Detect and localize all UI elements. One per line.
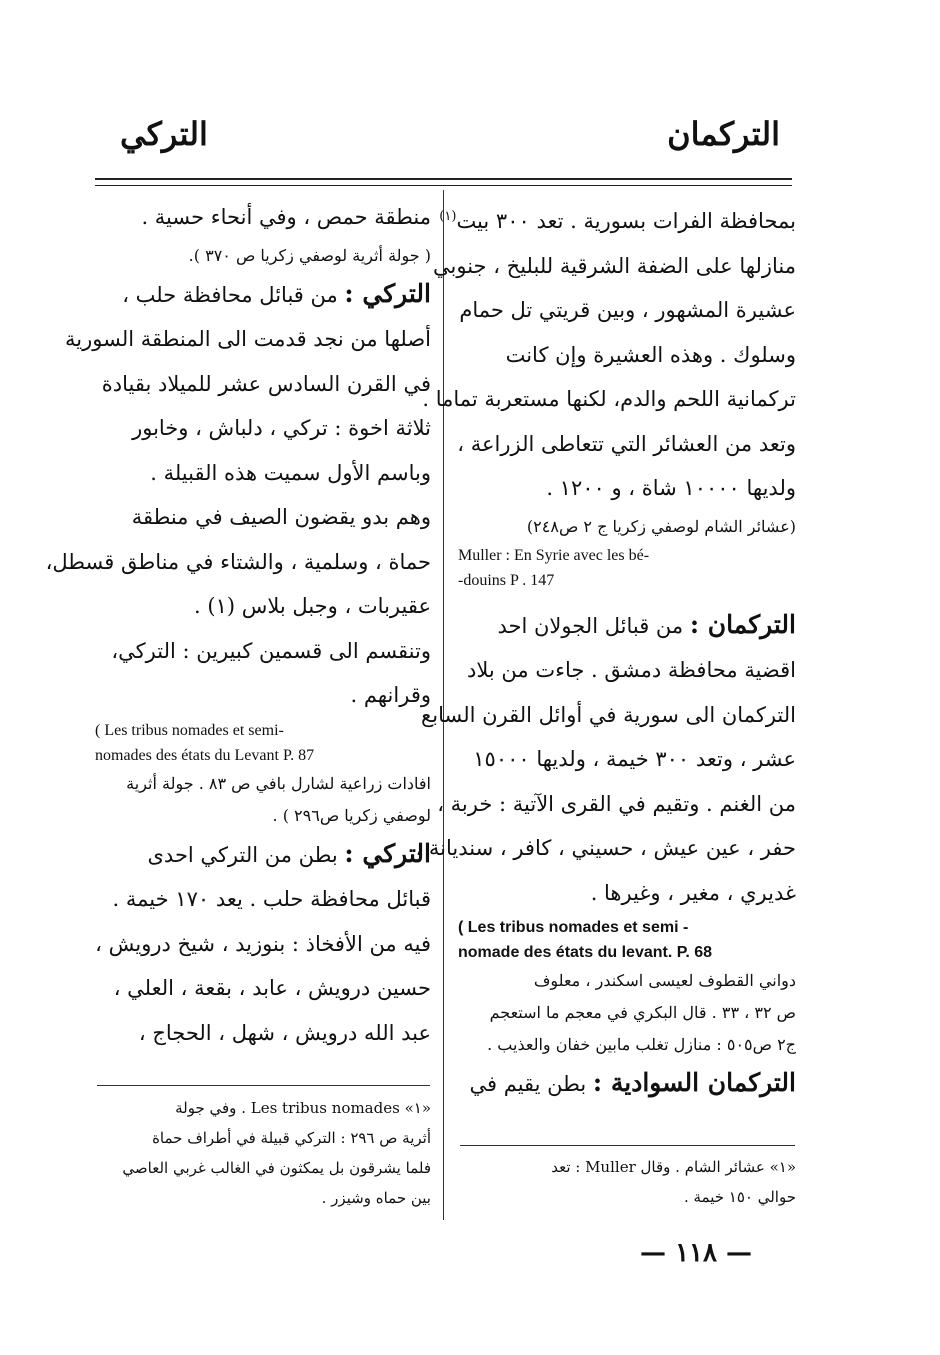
text-line: حماة ، وسلمية ، والشتاء في مناطق قسطل،: [45, 549, 431, 574]
text-line: وسلوك . وهذه العشيرة وإن كانت: [505, 342, 796, 367]
footnote-rule: [460, 1145, 795, 1146]
text-line: فيه من الأفخاذ : بنوزيد ، شيخ درويش ،: [95, 931, 431, 956]
text-line: تركمانية اللحم والدم، لكنها مستعربة تماما .: [422, 387, 796, 411]
text-line: عبد الله درويش ، شهل ، الحجاج ،: [138, 1020, 431, 1045]
citation: (عشائر الشام لوصفي زكريا ج ٢ ص٢٤٨): [526, 516, 796, 536]
footnote-right: [458, 1152, 796, 1212]
footnote-line: فلما يشرقون بل يمكثون في الغالب غربي العاصي: [122, 1159, 431, 1177]
header-rule-thin: [95, 185, 792, 186]
text-line: عشر ، وتعد ٣٠٠ خيمة ، ولديها ١٥٠٠٠: [473, 747, 796, 771]
running-header-left: التركي: [120, 115, 208, 153]
text-line: من الغنم . وتقيم في القرى الآتية : خربة ،: [437, 791, 796, 816]
right-column: [415, 195, 796, 1107]
citation: دواني القطوف لعيسى اسكندر ، معلوف: [533, 971, 796, 990]
text-line: بمحافظة الفرات بسورية . تعد ٣٠٠ بيت$^{(١)}$: [439, 209, 796, 233]
text-line: حسين درويش ، عابد ، بقعة ، العلي ،: [113, 976, 431, 1000]
latin-citation: -douins P . 147: [458, 571, 555, 589]
footnote-line: حوالي ١٥٠ خيمة .: [683, 1188, 796, 1206]
citation: ج٢ ص٥٠٥ : منازل تغلب مابين خفان والعذيب .: [487, 1035, 796, 1054]
latin-citation: Muller : En Syrie avec les bé-: [458, 546, 650, 564]
entry-heading: التركي :: [344, 838, 431, 868]
footnote-left: [95, 1093, 431, 1213]
text-line: وتنقسم الى قسمين كبيرين : التركي،: [111, 638, 431, 663]
latin-citation: nomades des états du Levant P. 87: [95, 746, 315, 764]
entry-heading: التركمان السوادية :: [592, 1068, 796, 1097]
text-line: عقيربات ، وجبل بلاس (١) .: [194, 594, 431, 618]
citation: ص ٣٢ ، ٣٣ . قال البكري في معجم ما استعجم: [489, 1003, 796, 1022]
text-line: وتعد من العشائر التي تتعاطى الزراعة ،: [457, 431, 796, 456]
footnote-line: أثرية ص ٢٩٦ : التركي قبيلة في أطراف حماة: [152, 1129, 431, 1147]
left-column: [45, 195, 431, 1055]
text-line: ولديها ١٠٠٠٠ شاة ، و ١٢٠٠ .: [546, 476, 796, 500]
latin-citation: ( Les tribus nomades et semi -: [458, 919, 689, 936]
page-number: — ١١٨ —: [640, 1238, 753, 1268]
text-line: منازلها على الضفة الشرقية للبليخ ، جنوبي: [433, 253, 796, 278]
footnote-line: بين حماه وشيزر .: [321, 1189, 431, 1207]
entry-line: التركمان السوادية : بطن يقيم في: [469, 1068, 796, 1097]
text-line: في القرن السادس عشر للميلاد بقيادة: [101, 371, 431, 396]
footnote-rule: [97, 1085, 430, 1086]
text-line: غديري ، مغير ، وغيرها .: [590, 880, 796, 905]
text-line: التركمان الى سورية في أوائل القرن السابع: [421, 702, 796, 727]
text-line: منطقة حمص ، وفي أنحاء حسية .: [141, 205, 431, 229]
text-line: أصلها من نجد قدمت الى المنطقة السورية: [65, 327, 431, 351]
latin-citation: ( Les tribus nomades et semi-: [95, 721, 284, 739]
footnote-line: «١» عشائر الشام . وقال Muller : تعد: [551, 1158, 796, 1176]
entry-heading: التركي :: [344, 278, 431, 308]
citation: افادات زراعية لشارل بافي ص ٨٣ . جولة أثرية: [126, 773, 431, 793]
text-line: وهم بدو يقضون الصيف في منطقة: [131, 505, 431, 529]
text-line: وقرانهم .: [350, 683, 431, 707]
citation: ( جولة أثرية لوصفي زكريا ص ٣٧٠ ).: [188, 245, 431, 265]
header-rule: [95, 178, 792, 180]
footnote-line: «١» Les tribus nomades . وفي جولة: [175, 1099, 431, 1117]
running-header-right: التركمان: [667, 115, 780, 153]
text-line: حفر ، عين عيش ، حسيني ، كافر ، سنديانة ،: [415, 836, 796, 860]
text-line: قبائل محافظة حلب . يعد ١٧٠ خيمة .: [112, 887, 431, 911]
entry-line: التركي : من قبائل محافظة حلب ،: [122, 278, 431, 308]
text-line: ثلاثة اخوة : تركي ، دلباش ، وخابور: [132, 416, 431, 440]
text-line: عشيرة المشهور ، وبين قريتي تل حمام: [459, 298, 796, 322]
text-line: اقضية محافظة دمشق . جاءت من بلاد: [467, 658, 796, 682]
text-line: وباسم الأول سميت هذه القبيلة .: [150, 460, 431, 485]
entry-heading: التركمان :: [689, 609, 796, 639]
entry-line: التركي : بطن من التركي احدى: [147, 838, 431, 868]
entry-line: التركمان : من قبائل الجولان احد: [497, 609, 796, 639]
latin-citation: nomade des états du levant. P. 68: [458, 944, 713, 961]
citation: لوصفي زكريا ص٢٩٦ ) .: [272, 805, 431, 825]
